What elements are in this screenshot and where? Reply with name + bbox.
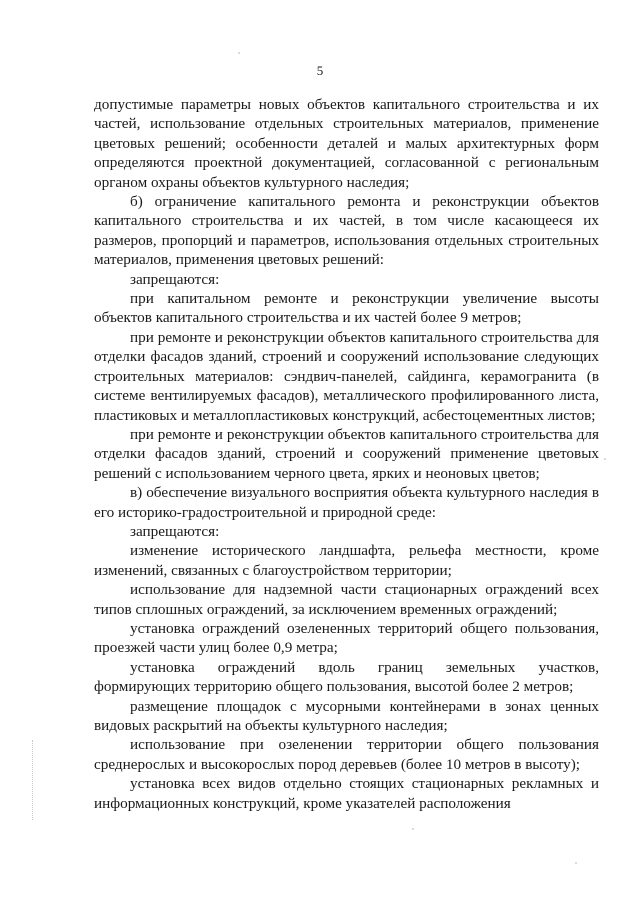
paragraph: при ремонте и реконструкции объектов капитального строительства для отделки фасадов зданий, строений и сооружений применение цветовых решений с использованием черного цвета, ярких и неоновых цветов; [94, 425, 599, 482]
page-number: 5 [316, 63, 324, 78]
scan-speck [412, 828, 414, 830]
scan-speck [238, 52, 240, 54]
paragraph: в) обеспечение визуального восприятия объекта культурного наследия в его историко-градостроительной и природной среде: [94, 484, 599, 521]
paragraph: б) ограничение капитального ремонта и реконструкции объектов капитального строительства и их частей, в том числе касающееся их размеров, пропорций и параметров, использования отдельных строительных материалов, применения цветовых решений: [94, 193, 599, 269]
paragraph: размещение площадок с мусорными контейнерами в зонах ценных видовых раскрытий на объекты культурного наследия; [94, 697, 599, 734]
paragraph: при ремонте и реконструкции объектов капитального строительства для отделки фасадов зданий, строений и сооружений использование следующих строительных материалов: сэндвич-панелей, сайдинга, керамогранита (в системе вентилируемых фасадов), металлического профилированного листа, пластиковых и металлопластиковых конструкций, асбестоцементных листов; [94, 328, 599, 424]
paragraph: запрещаются: [130, 270, 220, 288]
scan-speck [575, 862, 577, 864]
paragraph: запрещаются: [130, 522, 220, 540]
paragraph: допустимые параметры новых объектов капитального строительства и их частей, использование отдельных строительных материалов, применение цветовых решений; особенности деталей и малых архитектурных форм определяются проектной документацией, согласованной с региональным органом охраны объектов культурного наследия; [94, 96, 599, 191]
paragraph: установка ограждений озелененных территорий общего пользования, проезжей части улиц более 0,9 метра; [94, 619, 599, 657]
paragraph: при капитальном ремонте и реконструкции увеличение высоты объектов капитального строительства и их частей более 9 метров; [94, 290, 599, 327]
paragraph: изменение исторического ландшафта, рельефа местности, кроме изменений, связанных с благоустройством территории; [94, 542, 599, 579]
paragraph: использование для надземной части стационарных ограждений всех типов сплошных ограждений, за исключением временных ограждений; [94, 581, 599, 618]
document-body [94, 95, 599, 813]
paragraph: использование при озеленении территории общего пользования среднерослых и высокорослых пород деревьев (более 10 метров в высоту); [94, 736, 599, 773]
scan-artifact-mark [32, 740, 34, 820]
scan-speck [604, 458, 606, 460]
paragraph: установка всех видов отдельно стоящих стационарных рекламных и информационных конструкций, кроме указателей расположения [94, 775, 599, 812]
paragraph: установка ограждений вдоль границ земельных участков, формирующих территорию общего пользования, высотой более 2 метров; [94, 658, 599, 696]
